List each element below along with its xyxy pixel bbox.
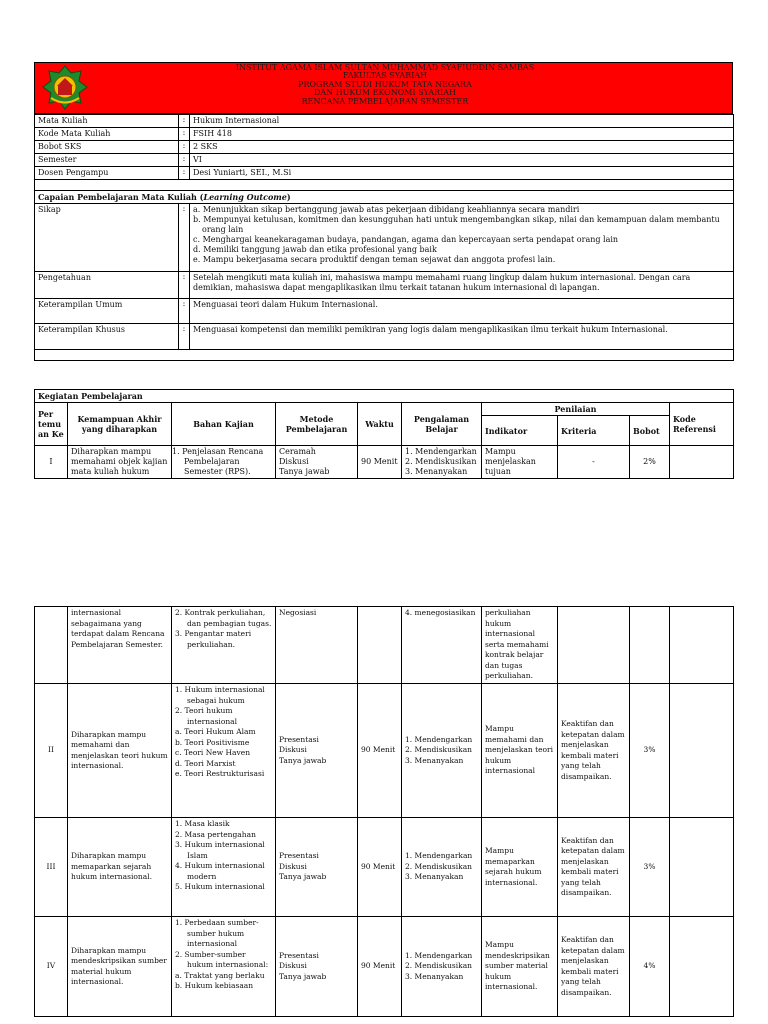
metode-item: Tanya jawab [279,467,330,476]
row-bahan [172,917,276,1017]
bahan-item: 1. Perbedaan sumber-sumber hukum internasional [175,918,259,948]
sikap-list [190,204,734,272]
bahan-item: b. Teori Positivisme [175,737,250,747]
row-bobot: 4% [630,917,670,1017]
row-metode: Negosiasi [276,607,358,684]
cpmk-title: Capaian Pembelajaran Mata Kuliah (Learning Outcome) [35,191,734,204]
col-kemampuan: Kemampuan Akhir yang diharapkan [68,403,172,446]
row-metode [276,917,358,1017]
info-row: Semester : VI [35,154,734,167]
header-title-block [235,64,535,106]
row-indikator: Mampu menjelaskan tujuan [482,446,558,479]
row-bobot: 3% [630,684,670,818]
bahan-item: 5. Hukum internasional [175,882,265,891]
sikap-item: a. Menunjukkan sikap bertanggung jawab atas pekerjaan dibidang keahliannya secara mandiri [193,205,580,214]
info-value: VI [190,154,734,167]
metode-item: Presentasi [279,851,319,861]
pengalaman-item: 1. Mendengarkan [405,851,473,861]
row-pengalaman: 4. menegosiasikan [402,607,482,684]
info-label: Semester [35,154,179,167]
row-kode [670,917,734,1017]
row-kriteria [558,607,630,684]
umum-text: Menguasai teori dalam Hukum Internasional. [190,299,734,324]
info-row: Kode Mata Kuliah : FSIH 418 [35,128,734,141]
table-row [35,818,734,917]
umum-label: Keterampilan Umum [35,299,179,324]
info-value: Hukum Internasional [190,115,734,128]
row-kode [670,818,734,917]
col-bahan: Bahan Kajian [172,403,276,446]
info-label: Dosen Pengampu [35,167,179,180]
row-pengalaman [402,917,482,1017]
pengalaman-item: 1. Mendengarkan [405,447,477,456]
sikap-item: e. Mampu bekerjasama secara produktif dengan teman sejawat dan anggota profesi lain. [193,255,556,264]
table-row [35,607,734,684]
row-kriteria: Keaktifan dan ketepatan dalam menjelaskan kembali materi yang telah disampaikan. [558,818,630,917]
row-indikator: Mampu mendeskripsikan sumber material hukum internasional. [482,917,558,1017]
bahan-item: a. Traktat yang berlaku [175,970,265,980]
sikap-row: Sikap : a. Menunjukkan sikap bertanggung jawab atas pekerjaan dibidang keahliannya secara mandiri b. Mempunyai ketulusan, komitmen dan kesungguhan hati untuk mengembangkan sikap, nilai dan kemampuan dalam membantu orang lain c. Menghargai keanekaragaman budaya, pandangan, agama dan kepercayaan serta pendapat orang lain d. Memiliki tanggung jawab dan etika profesional yang baik e. Mampu bekerjasama secara produktif dengan teman sejawat dan anggota profesi lain. [35,204,734,272]
bahan-item: 3. Pengantar materi perkuliahan. [175,629,252,649]
info-value: Desi Yuniarti, SEI., M.Si [190,167,734,180]
spacer-row [35,180,734,191]
activity-title: Kegiatan Pembelajaran [35,390,734,403]
row-kriteria: - [558,446,630,479]
row-waktu: 90 Menit [358,684,402,818]
info-value: FSIH 418 [190,128,734,141]
row-waktu: 90 Menit [358,446,402,479]
bahan-item: 2. Masa pertengahan [175,829,256,839]
header-line: DAN HUKUM EKONOMI SYARIAH [313,88,457,98]
row-waktu: 90 Menit [358,818,402,917]
bahan-item: a. Teori Hukum Alam [175,727,256,736]
col-waktu: Waktu [358,403,402,446]
header-line: RENCANA PEMBELAJARAN SEMESTER [301,96,469,106]
row-bobot [630,607,670,684]
row-pengalaman [402,446,482,479]
row-number [35,607,68,684]
bahan-item: 1. Masa klasik [175,819,230,828]
header-banner [34,62,733,114]
info-label: Mata Kuliah [35,115,179,128]
row-pengalaman [402,818,482,917]
row-metode [276,818,358,917]
bahan-item: b. Hukum kebiasaan [175,981,254,990]
col-metode: Metode Pembelajaran [276,403,358,446]
khusus-text: Menguasai kompetensi dan memiliki pemikiran yang logis dalam mengaplikasikan ilmu terkait hukum Internasional. [190,324,734,350]
row-kode [670,684,734,818]
row-indikator: perkuliahan hukum internasional serta memahami kontrak belajar dan tugas perkuliahan. [482,607,558,684]
row-indikator: Mampu memaparkan sejarah hukum internasional. [482,818,558,917]
spacer-row [35,350,734,361]
row-kemampuan: Diharapkan mampu memahami objek kajian mata kuliah hukum [68,446,172,479]
row-bahan [172,818,276,917]
bahan-item: e. Teori Restrukturisasi [175,769,265,778]
bahan-item: 4. Hukum internasional modern [175,861,265,881]
row-bahan [172,607,276,684]
table-row [35,917,734,1017]
pengalaman-item: 2. Mendiskusikan [405,745,473,755]
row-waktu: 90 Menit [358,917,402,1017]
activity-table-continued [34,606,734,1017]
metode-item: Diskusi [279,861,307,871]
row-kemampuan: internasional sebagaimana yang terdapat dalam Rencana Pembelajaran Semester. [68,607,172,684]
row-kriteria: Keaktifan dan ketepatan dalam menjelaskan kembali materi yang telah disampaikan. [558,917,630,1017]
pengalaman-item: 1. Mendengarkan [405,734,473,744]
info-row: Bobot SKS : 2 SKS [35,141,734,154]
bahan-item: 2. Sumber-sumber hukum internasional: [175,949,269,969]
metode-item: Diskusi [279,457,309,466]
row-number: I [35,446,68,479]
activity-table [34,389,734,479]
sikap-label: Sikap [35,204,179,272]
row-bobot: 3% [630,818,670,917]
course-info-table [34,114,734,361]
bahan-item: 2. Kontrak perkuliahan, dan pembagian tugas. [175,608,272,628]
pengalaman-item: 2. Mendiskusikan [405,961,473,971]
row-indikator: Mampu memahami dan menjelaskan teori hukum internasional [482,684,558,818]
sikap-item: d. Memiliki tanggung jawab dan etika profesional yang baik [193,245,437,254]
info-value: 2 SKS [190,141,734,154]
row-kemampuan: Diharapkan mampu memaparkan sejarah hukum internasional. [68,818,172,917]
col-pertemuan: Per temu an Ke [35,403,68,446]
bahan-item: 2. Teori hukum internasional [175,706,238,726]
pengetahuan-row: Pengetahuan : Setelah mengikuti mata kuliah ini, mahasiswa mampu memahami ruang lingkup dalam hukum internasional. Dengan cara demikian, mahasiswa dapat mengaplikasikan ilmu terkait tatanan hukum internasional di lapangan. [35,272,734,299]
pengalaman-item: 3. Menanyakan [405,755,464,765]
row-number: IV [35,917,68,1017]
bahan-item: d. Teori Marxist [175,758,236,768]
bahan-item: 1. Hukum internasional sebagai hukum [175,685,265,705]
table-row [35,684,734,818]
institution-logo [41,65,89,111]
metode-item: Presentasi [279,950,319,960]
col-kode: Kode Referensi [670,403,734,446]
pengalaman-item: 2. Mendiskusikan [405,457,477,466]
sikap-item: c. Menghargai keanekaragaman budaya, pandangan, agama dan kepercayaan serta pendapat orang lain [193,235,619,244]
metode-item: Diskusi [279,745,307,755]
row-kriteria: Keaktifan dan ketepatan dalam menjelaskan kembali materi yang telah disampaikan. [558,684,630,818]
row-kemampuan: Diharapkan mampu mendeskripsikan sumber material hukum internasional. [68,917,172,1017]
row-bahan: 1. Penjelasan Rencana Pembelajaran Semester (RPS). [172,446,276,479]
header-line: PROGRAM STUDI HUKUM TATA NEGARA [298,79,472,89]
info-row: Mata Kuliah : Hukum Internasional [35,115,734,128]
metode-item: Tanya jawab [279,755,327,765]
row-bahan [172,684,276,818]
khusus-label: Keterampilan Khusus [35,324,179,350]
metode-item: Ceramah [279,447,316,456]
col-kriteria: Kriteria [558,416,630,446]
row-metode [276,446,358,479]
pengetahuan-label: Pengetahuan [35,272,179,299]
col-pengalaman: Pengalaman Belajar [402,403,482,446]
metode-item: Diskusi [279,961,307,971]
col-bobot: Bobot [630,416,670,446]
row-metode [276,684,358,818]
row-kode [670,607,734,684]
bahan-item: c. Teori New Haven [175,748,251,757]
col-penilaian: Penilaian [482,403,670,416]
header-line: FAKULTAS SYARIAH [342,71,428,81]
info-label: Bobot SKS [35,141,179,154]
table-row [35,446,734,479]
pengalaman-item: 3. Menanyakan [405,872,464,882]
metode-item: Tanya jawab [279,872,327,882]
col-indikator: Indikator [482,416,558,446]
info-row: Dosen Pengampu : Desi Yuniarti, SEI., M.Si [35,167,734,180]
metode-item: Tanya jawab [279,971,327,981]
bahan-item: 3. Hukum internasional Islam [175,840,265,860]
info-label: Kode Mata Kuliah [35,128,179,141]
row-number: II [35,684,68,818]
row-kode [670,446,734,479]
row-kemampuan: Diharapkan mampu memahami dan menjelaskan teori hukum internasional. [68,684,172,818]
pengetahuan-text: Setelah mengikuti mata kuliah ini, mahasiswa mampu memahami ruang lingkup dalam hukum internasional. Dengan cara demikian, mahasiswa dapat mengaplikasikan ilmu terkait tatanan hukum internasional di lapangan. [190,272,734,299]
pengalaman-item: 3. Menanyakan [405,467,468,476]
khusus-row: Keterampilan Khusus : Menguasai kompetensi dan memiliki pemikiran yang logis dalam mengaplikasikan ilmu terkait hukum Internasional. [35,324,734,350]
row-pengalaman [402,684,482,818]
umum-row: Keterampilan Umum : Menguasai teori dalam Hukum Internasional. [35,299,734,324]
pengalaman-item: 2. Mendiskusikan [405,861,473,871]
header-line: INSTITUT AGAMA ISLAM SULTAN MUHAMMAD SYAFIUDDIN SAMBAS [235,63,535,72]
sikap-item: b. Mempunyai ketulusan, komitmen dan kesungguhan hati untuk mengembangkan sikap, nilai dan kemampuan dalam membantu orang lain [193,215,720,234]
row-number: III [35,818,68,917]
metode-item: Presentasi [279,734,319,744]
row-bobot: 2% [630,446,670,479]
pengalaman-item: 3. Menanyakan [405,971,464,981]
pengalaman-item: 1. Mendengarkan [405,950,473,960]
row-waktu [358,607,402,684]
